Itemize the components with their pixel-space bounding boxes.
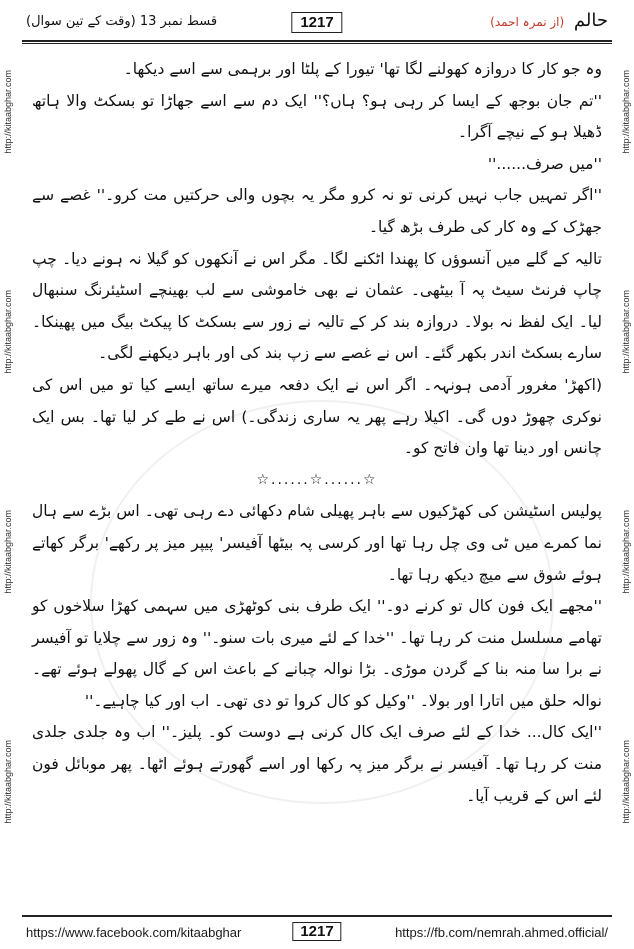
paragraph: تالیہ کے گلے میں آنسوؤں کا پھندا اٹکنے لگا۔ مگر اس نے آنکھوں کو گیلا نہ ہونے دیا۔ چپ چاپ فرنٹ سیٹ پہ آ بیٹھی۔ عثمان نے بھی خاموشی سے لب بھینچے اسٹیئرنگ سنبھال لیا۔ ایک لفظ نہ بولا۔ دروازہ بند کر کے تالیہ نے زور سے بسکٹ کا پیکٹ بیگ میں پھینکا۔ سارے بسکٹ اندر بکھر گئے۔ اس نے غصے سے زپ بند کی اور باہر دیکھنے لگی۔ (32, 249, 602, 363)
page-body (32, 54, 602, 909)
header-page-number: 1217 (291, 12, 342, 33)
paragraph: وہ جو کار کا دروازہ کھولنے لگا تھا' تیورا کے پلٹا اور برہمی سے اسے دیکھا۔ (123, 60, 602, 78)
section-break: ☆......☆......☆ (256, 471, 378, 488)
paragraph: ''ایک کال... خدا کے لئے صرف ایک کال کرنی ہے دوست کو۔ پلیز۔'' اب وہ جلدی جلدی منت کر رہا تھا۔ آفیسر نے برگر میز پہ رکھا اور اسے گھورتے ہوئے اٹھا۔ پھر موبائل فون لئے اس کے قریب آیا۔ (32, 723, 602, 805)
header-rule-thin (22, 43, 612, 44)
footer-rule (22, 915, 612, 917)
title-text: حالم (573, 10, 608, 31)
paragraph: ''مجھے ایک فون کال تو کرنے دو۔'' ایک طرف بنی کوٹھڑی میں سہمی کھڑا سلاخوں کو تھامے مسلسل منت کر رہا تھا۔ ''خدا کے لئے میری بات سنو۔'' وہ زور سے چلایا تو آفیسر نے برا سا منہ بنا کے گردن موڑی۔ بڑا نوالہ چبانے کے باعث اس کے گال پھولے ہوئے تھے۔ نوالہ حلق میں اتارا اور بولا۔ ''وکیل کو کال کروا تو دی تھی۔ اب اور کیا چاہیے۔'' (32, 597, 602, 710)
left-side-urls (3, 60, 13, 910)
side-url[interactable]: http://kitaabghar.com (621, 70, 631, 154)
author-facebook-link[interactable]: https://fb.com/nemrah.ahmed.official/ (395, 925, 608, 940)
facebook-link[interactable]: https://www.facebook.com/kitaabghar (26, 925, 242, 940)
side-url[interactable]: http://kitaabghar.com (621, 740, 631, 824)
paragraph: ''میں صرف......'' (487, 154, 602, 173)
novel-title (490, 10, 608, 31)
episode-label: قسط نمبر 13 (وقت کے تین سوال) (26, 14, 218, 29)
paragraph: ''اگر تمہیں جاب نہیں کرنی تو نہ کرو مگر یہ بچوں والی حرکتیں مت کرو۔'' غصے سے جھڑک کے وہ کار کی طرف بڑھ گیا۔ (32, 186, 602, 236)
side-url[interactable]: http://kitaabghar.com (3, 740, 13, 824)
side-url[interactable]: http://kitaabghar.com (621, 290, 631, 374)
author-name: (از نمرہ احمد) (490, 15, 565, 29)
side-url[interactable]: http://kitaabghar.com (3, 70, 13, 154)
side-url[interactable]: http://kitaabghar.com (3, 290, 13, 374)
side-url[interactable]: http://kitaabghar.com (3, 510, 13, 594)
page-header (22, 6, 612, 40)
paragraph: (اکھڑ' مغرور آدمی ہونہہ۔ اگر اس نے ایک دفعہ میرے ساتھ ایسے کیا تو میں اس کی نوکری چھوڑ دوں گی۔ اکیلا رہے پھر یہ ساری زندگی۔) اس نے طے کر لیا تھا۔ بس ایک چانس اور دینا تھا وان فاتح کو۔ (32, 375, 602, 458)
right-side-urls (621, 60, 631, 910)
page-footer (22, 920, 612, 944)
footer-page-number: 1217 (292, 922, 341, 941)
paragraph: پولیس اسٹیشن کی کھڑکیوں سے باہر پھیلی شام دکھائی دے رہی تھی۔ اس بڑے سے ہال نما کمرے میں ٹی وی چل رہا تھا اور کرسی پہ بیٹھا آفیسر' پیپر میز پر رکھے' برگر کھاتے ہوئے شوق سے میچ دیکھ رہا تھا۔ (32, 502, 602, 584)
header-rule (22, 40, 612, 42)
paragraph: ''تم جان بوجھ کے ایسا کر رہی ہو؟ ہاں؟'' ایک دم سے اسے جھاڑا تو بسکٹ والا ہاتھ ڈھیلا ہو کے نیچے آگرا۔ (32, 91, 602, 142)
side-url[interactable]: http://kitaabghar.com (621, 510, 631, 594)
